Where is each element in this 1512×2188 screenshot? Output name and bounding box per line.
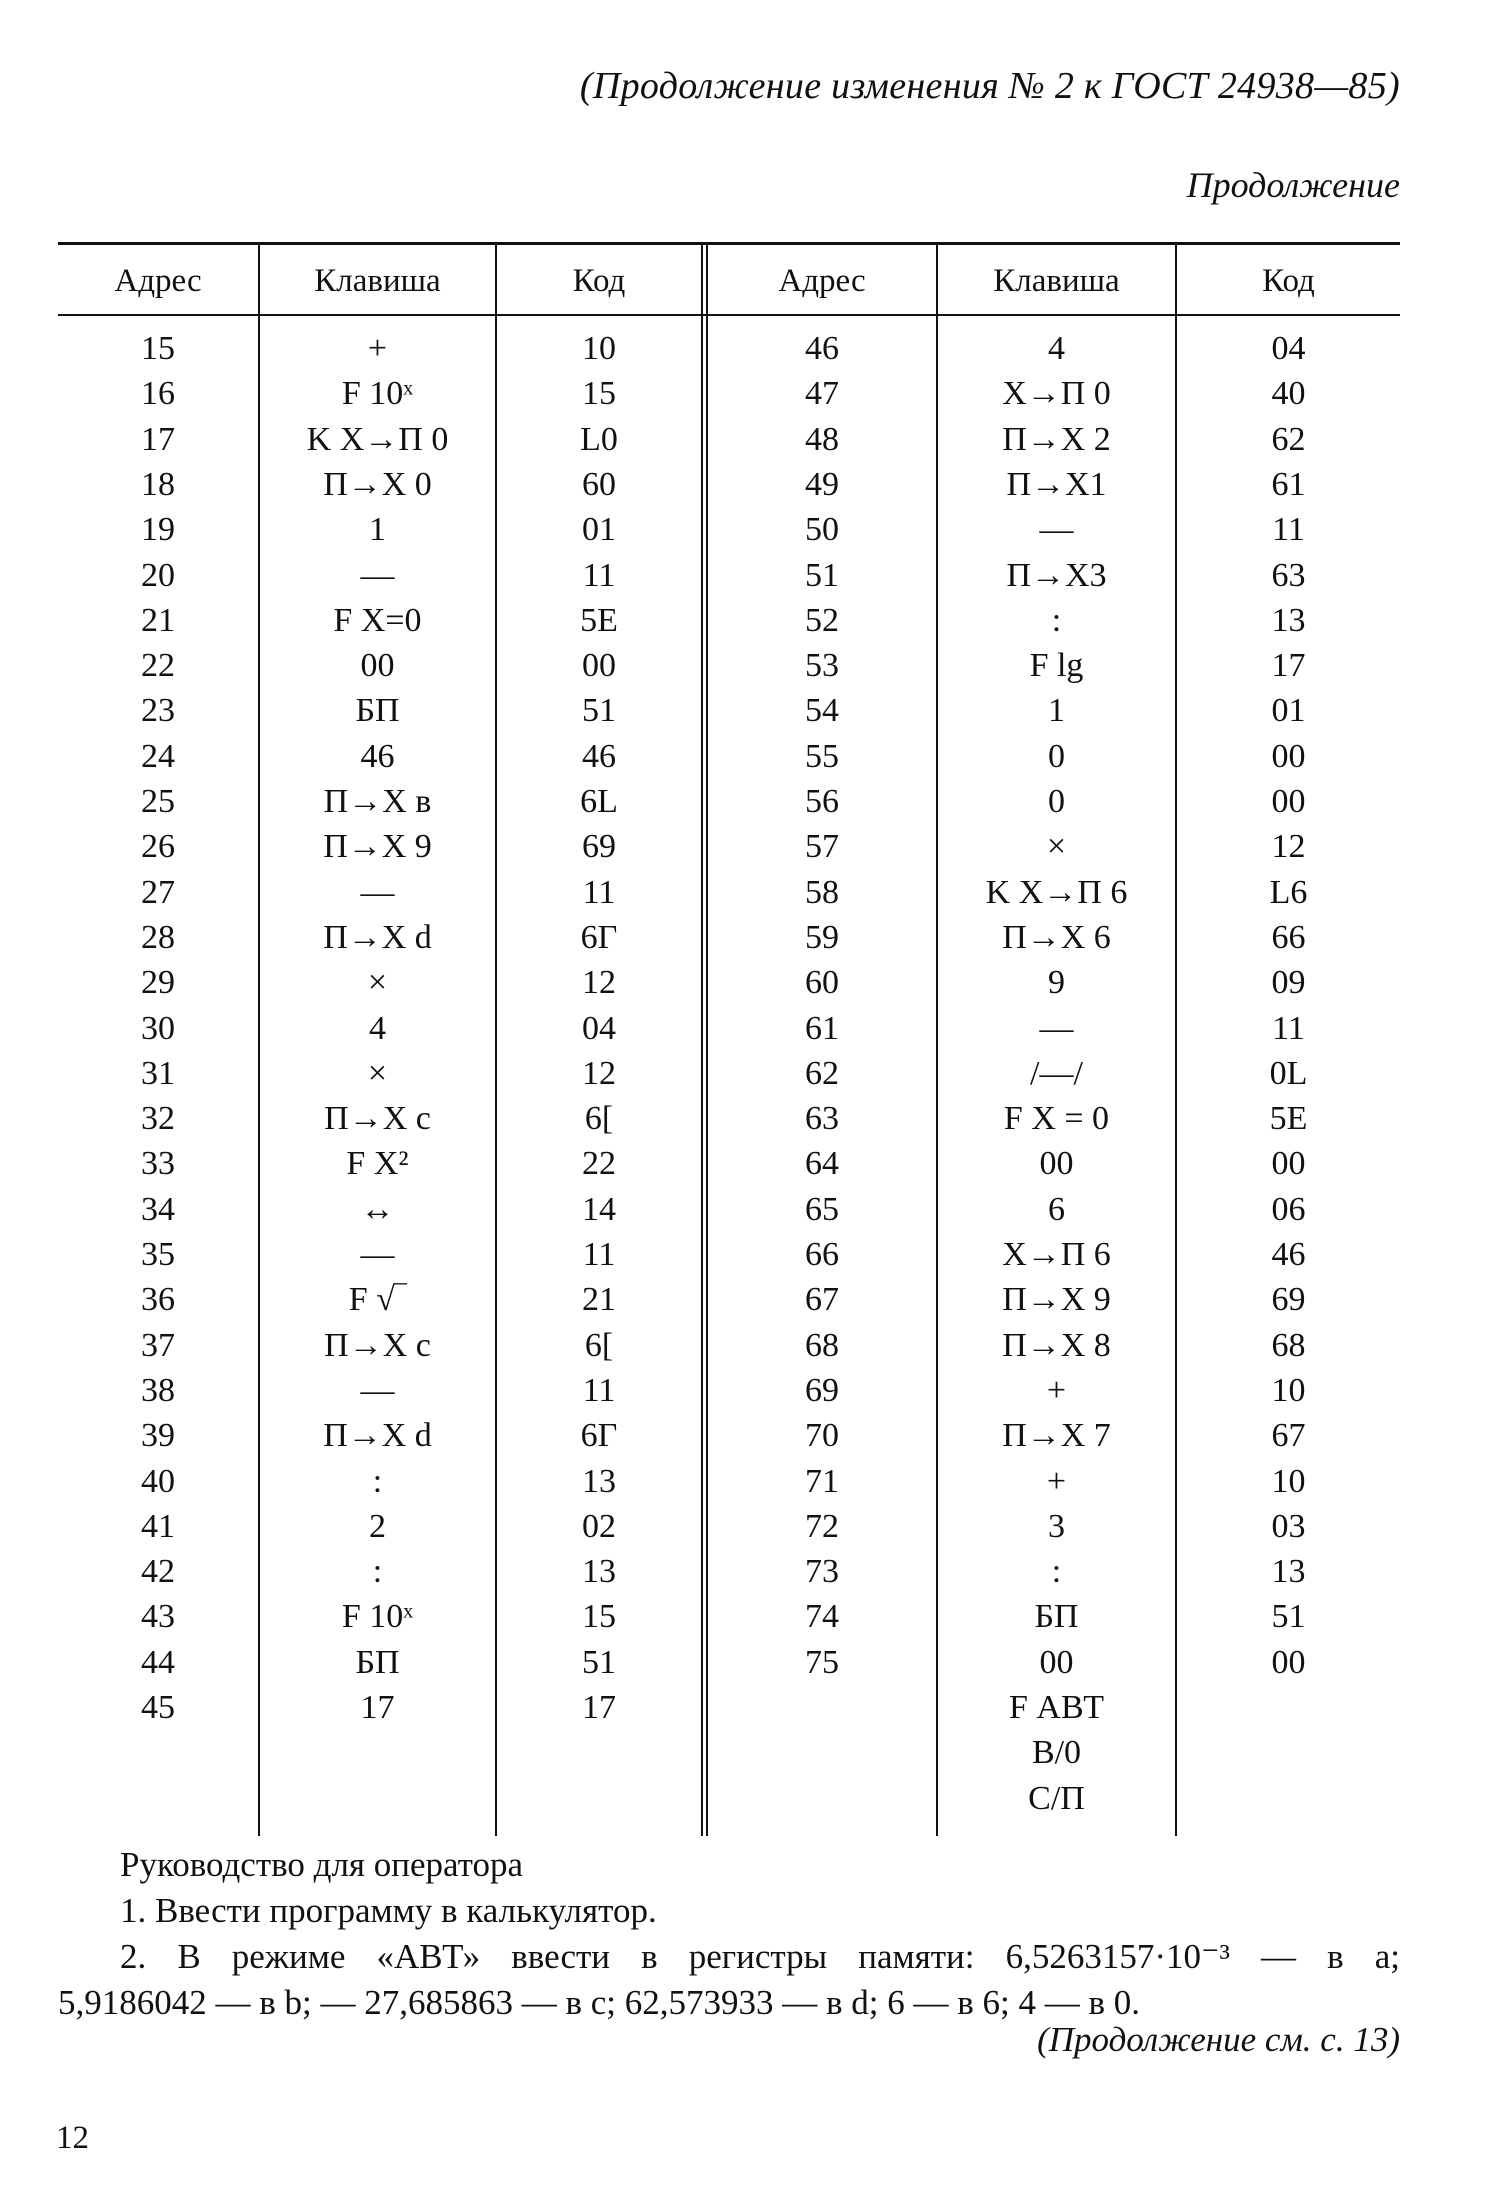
right-key-cell: 00 [1039,1145,1074,1183]
right-code-cell: 10 [1271,1462,1306,1500]
header-key-right: Клавиша [993,263,1120,299]
left-address-cell: 40 [141,1462,175,1500]
right-key-cell: С/П [1028,1779,1085,1817]
left-key-cell: × [367,1054,388,1092]
left-code-cell: 5E [580,601,618,639]
left-code-cell: 15 [582,1598,616,1636]
right-code-cell: 62 [1271,420,1306,458]
right-key-cell: /—/ [1030,1054,1083,1092]
left-key-cell: 00 [360,647,395,685]
right-key-cell: K X→П 6 [985,873,1128,911]
left-code-cell: 01 [582,511,616,549]
right-code-cell: 69 [1271,1281,1306,1319]
right-address-cell: 59 [805,918,839,956]
right-key-cell: П→X 9 [1002,1281,1111,1319]
right-code-cell: 00 [1271,1145,1306,1183]
right-address-cell: 64 [805,1145,839,1183]
left-address-cell: 31 [141,1054,175,1092]
left-address-cell: 22 [141,647,175,685]
left-code-cell: 22 [582,1145,616,1183]
right-address-cell: 52 [805,601,839,639]
left-address-cell: 28 [141,918,175,956]
right-code-cell: 51 [1271,1598,1306,1636]
guide-title: Руководство для оператора [120,1845,524,1884]
left-code-cell: 02 [582,1507,616,1545]
left-address-cell: 27 [141,873,175,911]
right-address-cell: 61 [805,1009,839,1047]
left-code-cell: L0 [580,420,618,458]
right-code-cell: 63 [1271,556,1306,594]
left-code-cell: 6[ [584,1100,614,1138]
right-code-cell: 11 [1272,1009,1305,1047]
right-code-cell: L6 [1269,873,1308,911]
right-key-cell: 1 [1048,692,1065,730]
right-key-cell: F X = 0 [1003,1100,1110,1138]
right-key-cell: 00 [1039,1643,1074,1681]
left-key-cell: — [360,1371,395,1409]
right-code-cell [1177,1776,1400,1822]
right-address-cell: 56 [805,783,839,820]
left-code-cell: 13 [582,1553,616,1591]
left-address-cell: 42 [141,1553,175,1591]
right-code-cell: 00 [1271,737,1306,775]
right-key-cell: + [1046,1371,1067,1409]
right-code-cell: 40 [1271,375,1306,413]
left-key-cell: + [367,330,388,367]
operator-guide [58,1842,1400,2026]
left-key-cell: — [360,873,395,911]
right-key-cell: X→П 6 [1002,1236,1111,1273]
left-key-cell: П→X в [323,783,432,820]
right-key-cell: П→X 8 [1002,1326,1111,1364]
right-key-cell: — [1039,511,1074,549]
right-code-cell: 03 [1271,1507,1306,1545]
left-key-cell: П→X 9 [323,828,432,866]
right-code-cell: 13 [1271,601,1306,639]
left-address-cell: 38 [141,1371,175,1409]
left-key-cell: 2 [369,1507,386,1545]
left-key-cell: F 10ˣ [341,375,414,413]
left-code-cell: 15 [582,375,616,413]
left-code-cell: 11 [582,1371,616,1409]
left-key-cell: 46 [360,737,395,775]
left-code-cell: 12 [582,964,616,1002]
left-key-cell: F 10ˣ [341,1598,414,1636]
left-code-cell: 6L [580,783,618,820]
left-key-cell: K X→П 0 [306,420,449,458]
left-address-cell: 33 [141,1145,175,1183]
left-address-cell: 24 [141,737,175,775]
left-code-cell: 04 [582,1009,616,1047]
continuation-label: Продолжение [1186,165,1400,205]
right-address-cell: 46 [805,330,839,367]
right-key-cell: — [1039,1009,1074,1047]
right-code-cell: 13 [1271,1553,1306,1591]
guide-step-2-line-1: 2. В режиме «АВТ» ввести в регистры памяти: 6,5263157·10⁻³ — в a; [120,1937,1400,1976]
right-code-cell: 67 [1271,1417,1306,1455]
left-code-cell: 46 [582,737,616,775]
right-code-cell: 06 [1271,1190,1306,1228]
left-code-cell: 17 [582,1689,616,1726]
left-code-cell: 11 [582,1236,616,1273]
left-key-cell: П→X d [323,1417,432,1455]
right-key-cell: : [1051,601,1062,639]
right-address-cell: 54 [805,692,839,730]
left-key-cell: F √‾ [348,1281,407,1319]
right-key-cell: 6 [1048,1190,1065,1228]
left-key-cell: : [372,1553,383,1591]
left-address-cell: 26 [141,828,175,866]
right-address-cell: 47 [805,375,839,413]
left-key-cell: БП [355,1643,400,1681]
left-code-cell: 21 [582,1281,616,1319]
right-key-cell: 9 [1048,964,1065,1002]
left-address-cell: 36 [141,1281,175,1319]
left-key-cell: ↔ [360,1190,395,1228]
right-address-cell: 62 [805,1054,839,1092]
right-key-cell: X→П 0 [1002,375,1111,413]
right-address-cell: 72 [805,1507,839,1545]
right-key-cell: 0 [1048,737,1065,775]
left-key-cell: П→X d [323,918,432,956]
right-code-cell: 04 [1271,330,1306,367]
left-address-cell: 37 [141,1326,175,1364]
left-address-cell: 44 [141,1643,175,1681]
left-code-cell: 6Г [580,918,618,956]
left-address-cell: 25 [141,783,175,820]
right-key-cell: F АВТ [1009,1689,1104,1726]
left-code-cell: 11 [582,556,616,594]
header-key-left: Клавиша [314,263,441,299]
left-address-cell: 39 [141,1417,175,1455]
right-address-cell: 75 [805,1643,839,1681]
table-half-divider [701,244,708,1836]
left-address-cell: 32 [141,1100,175,1138]
left-address-cell: 16 [141,375,175,413]
right-address-cell: 57 [805,828,839,866]
right-address-cell: 70 [805,1417,839,1455]
right-code-cell: 09 [1271,964,1306,1002]
page-number: 12 [56,2120,89,2156]
left-address-cell: 43 [141,1598,175,1636]
right-address-cell: 55 [805,737,839,775]
right-address-cell: 71 [805,1462,839,1500]
right-address-cell: 67 [805,1281,839,1319]
continuation-note: (Продолжение см. с. 13) [1037,2020,1400,2059]
document-header: (Продолжение изменения № 2 к ГОСТ 24938—85) [579,65,1400,107]
right-key-cell: П→X3 [1006,556,1107,594]
header-address-right: Адрес [778,263,866,299]
right-code-cell: 10 [1271,1371,1306,1409]
left-key-cell: 17 [360,1689,395,1726]
right-address-cell [708,1730,936,1776]
right-address-cell: 50 [805,511,839,549]
right-address-cell: 69 [805,1371,839,1409]
right-key-cell: 4 [1048,330,1065,367]
right-code-cell [1177,1685,1400,1731]
right-code-cell: 17 [1271,647,1306,685]
left-key-cell: : [372,1462,383,1500]
right-key-cell: F lg [1029,647,1084,685]
left-key-cell: F X=0 [333,601,422,639]
right-key-cell: + [1046,1462,1067,1500]
guide-step-2-line-2: 5,9186042 — в b; — 27,685863 — в c; 62,573933 — в d; 6 — в 6; 4 — в 0. [58,1983,1141,2022]
right-address-cell: 51 [805,556,839,594]
header-code-right: Код [1262,263,1315,299]
left-address-cell: 20 [141,556,175,594]
left-key-cell: БП [355,692,400,730]
left-address-cell: 23 [141,692,175,730]
left-address-cell: 30 [141,1009,175,1047]
right-code-cell: 00 [1271,783,1306,820]
left-code-cell: 13 [582,1462,616,1500]
left-code-cell: 51 [582,1643,616,1681]
right-key-cell: 3 [1048,1507,1065,1545]
left-code-cell: 10 [582,330,616,367]
right-address-cell: 63 [805,1100,839,1138]
right-key-cell: 0 [1048,783,1065,820]
left-key-cell: П→X с [324,1100,431,1138]
left-key-cell: 4 [369,1009,386,1047]
left-key-cell: — [360,556,395,594]
right-code-cell [1177,1730,1400,1776]
left-code-cell: 00 [582,647,616,685]
right-address-cell: 66 [805,1236,839,1273]
right-address-cell: 48 [805,420,839,458]
right-code-cell: 01 [1271,692,1306,730]
left-address-cell: 18 [141,465,175,503]
left-address-cell: 21 [141,601,175,639]
left-code-cell: 51 [582,692,616,730]
right-code-cell: 11 [1272,511,1305,549]
left-address-cell: 15 [141,330,175,367]
right-code-cell: 0L [1269,1054,1308,1092]
right-key-cell: П→X 7 [1002,1417,1111,1455]
left-address-cell: 41 [141,1507,175,1545]
right-key-cell: П→X1 [1006,465,1107,503]
header-code-left: Код [572,263,626,299]
left-key-cell: П→X с [324,1326,431,1364]
right-address-cell [708,1685,936,1731]
left-key-cell: П→X 0 [323,465,432,503]
left-key-cell: 1 [369,511,386,549]
right-key-cell: В/0 [1031,1734,1082,1772]
right-key-cell: БП [1034,1598,1079,1636]
left-code-cell: 14 [582,1190,616,1228]
left-address-cell: 34 [141,1190,175,1228]
left-key-cell: × [367,964,388,1002]
right-address-cell: 60 [805,964,839,1002]
right-code-cell: 61 [1271,465,1306,503]
left-address-cell: 19 [141,511,175,549]
header-address-left: Адрес [114,263,202,299]
program-table [58,242,1400,1836]
right-code-cell: 5E [1269,1100,1308,1138]
right-key-cell: П→X 6 [1002,918,1111,956]
right-address-cell: 73 [805,1553,839,1591]
right-code-cell: 66 [1271,918,1306,956]
left-address-cell: 29 [141,964,175,1002]
right-key-cell: × [1046,828,1067,866]
left-key-cell: — [360,1236,395,1273]
right-address-cell: 74 [805,1598,839,1636]
left-code-cell: 12 [582,1054,616,1092]
right-code-cell: 12 [1271,828,1306,866]
right-code-cell: 68 [1271,1326,1306,1364]
right-address-cell [708,1776,936,1822]
left-code-cell: 6Г [580,1417,618,1455]
right-code-cell: 00 [1271,1643,1306,1681]
right-key-cell: П→X 2 [1002,420,1111,458]
right-address-cell: 65 [805,1190,839,1228]
right-address-cell: 58 [805,873,839,911]
guide-step-1: 1. Ввести программу в калькулятор. [120,1891,657,1930]
right-address-cell: 49 [805,465,839,503]
left-code-cell: 11 [582,873,616,911]
left-address-cell: 17 [141,420,175,458]
left-key-cell: F X² [346,1145,409,1183]
left-address-cell: 35 [141,1236,175,1273]
left-code-cell: 60 [582,465,616,503]
right-code-cell: 46 [1271,1236,1306,1273]
right-key-cell: : [1051,1553,1062,1591]
right-address-cell: 68 [805,1326,839,1364]
right-address-cell: 53 [805,647,839,685]
left-code-cell: 69 [582,828,616,866]
left-address-cell: 45 [141,1689,175,1726]
left-code-cell: 6[ [584,1326,614,1364]
